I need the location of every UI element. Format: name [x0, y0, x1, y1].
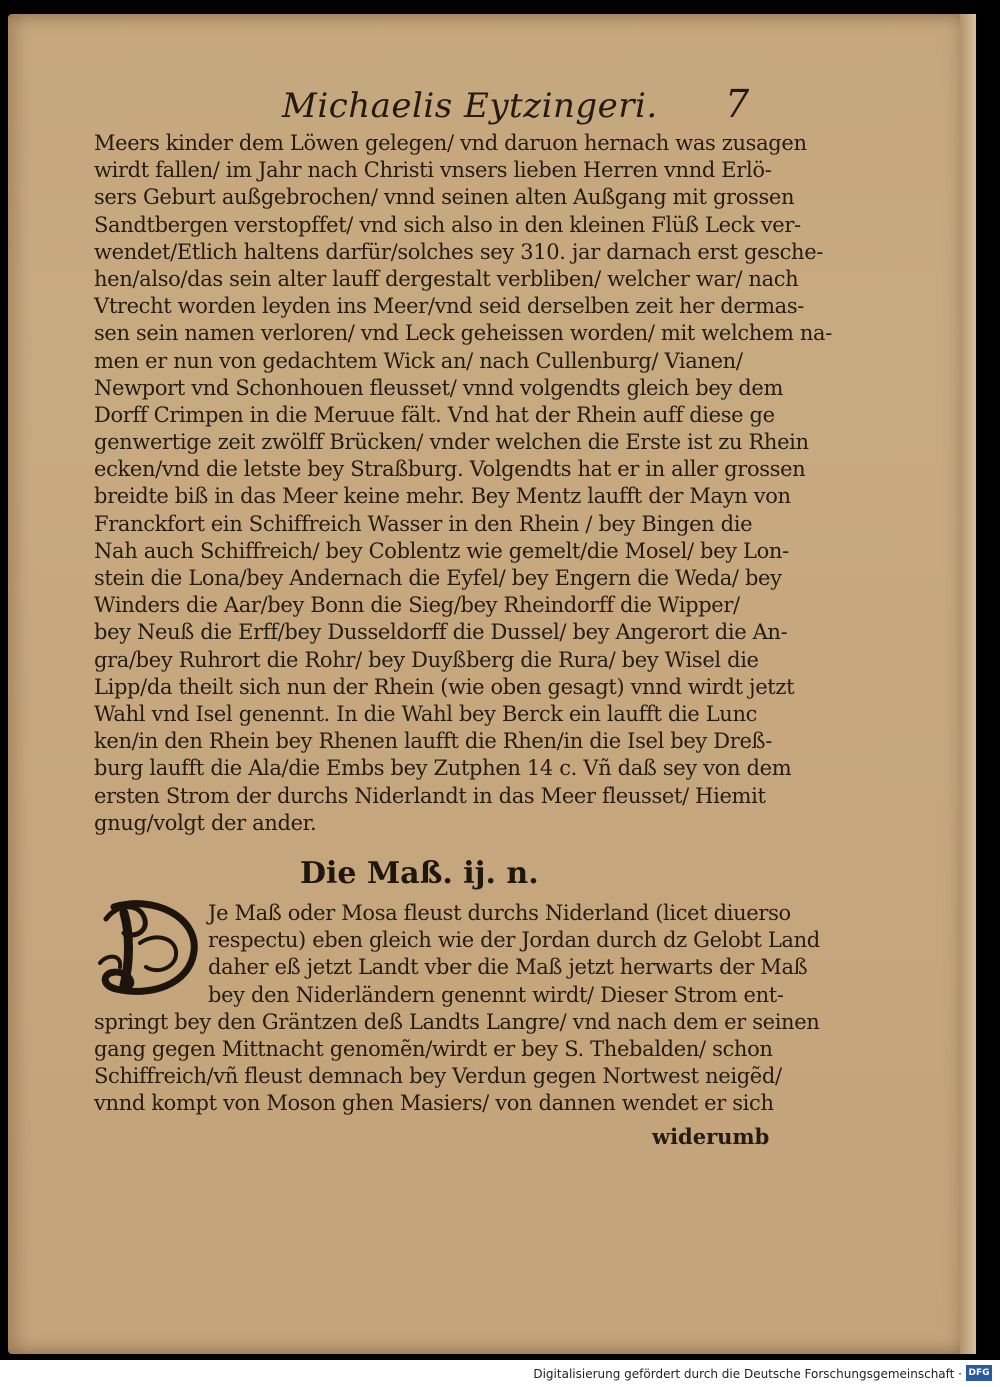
text-line: gang gegen Mittnacht genomẽn/wirdt er bey S. Thebalden/ schon	[94, 1036, 773, 1061]
page-header	[280, 82, 780, 126]
text-line: Lipp/da theilt sich nun der Rhein (wie oben gesagt) vnnd wirdt jetzt	[94, 674, 795, 699]
text-line: bey Neuß die Erff/bey Dusseldorff die Dussel/ bey Angerort die An-	[94, 620, 788, 645]
text-line: Dorff Crimpen in die Meruue fält. Vnd hat der Rhein auff diese ge	[94, 402, 775, 427]
text-line: breidte biß in das Meer keine mehr. Bey Mentz laufft der Mayn von	[94, 484, 791, 509]
text-line: ken/in den Rhein bey Rhenen laufft die Rhen/in die Isel bey Dreß-	[94, 729, 772, 754]
text-line: Nah auch Schiffreich/ bey Coblentz wie gemelt/die Mosel/ bey Lon-	[94, 538, 789, 563]
text-line: ecken/vnd die letste bey Straßburg. Volgendts hat er in aller grossen	[94, 457, 806, 482]
text-line: Franckfort ein Schiffreich Wasser in den Rhein / bey Bingen die	[94, 511, 753, 536]
text-line: men er nun von gedachtem Wick an/ nach Cullenburg/ Vianen/	[94, 348, 743, 373]
funding-credit: Digitalisierung gefördert durch die Deutsche Forschungsgemeinschaft ·	[533, 1367, 962, 1381]
running-title: Michaelis Eytzingeri.	[282, 86, 658, 126]
text-line: bey den Niderländern genennt wirdt/ Dieser Strom ent-	[208, 982, 784, 1007]
text-line: Newport vnd Schonhouen fleusset/ vnnd volgendts gleich bey dem	[94, 375, 784, 400]
text-line: Meers kinder dem Löwen gelegen/ vnd daruon hernach was zusagen	[94, 131, 807, 155]
text-line: Je Maß oder Mosa fleust durchs Niderland (licet diuerso	[208, 901, 791, 925]
text-line: Wahl vnd Isel genennt. In die Wahl bey Berck ein laufft die Lunc	[94, 701, 758, 726]
text-line: wendet/Etlich haltens darfür/solches sey 310. jar darnach erst gesche-	[94, 239, 824, 264]
text-line: gnug/volgt der ander.	[94, 810, 317, 835]
page-edge	[960, 14, 976, 1354]
catchword: widerumb	[652, 1124, 770, 1149]
text-line: respectu) eben gleich wie der Jordan durch dz Gelobt Land	[208, 928, 820, 953]
text-line: hen/also/das sein alter lauff dergestalt verbliben/ welcher war/ nach	[94, 266, 799, 291]
text-line: ersten Strom der durchs Niderlandt in das Meer fleusset/ Hiemit	[94, 783, 766, 808]
text-line: wirdt fallen/ im Jahr nach Christi vnsers lieben Herren vnnd Erlö-	[94, 158, 772, 183]
text-line: daher eß jetzt Landt vber die Maß jetzt herwarts der Maß	[208, 955, 808, 980]
text-line: gra/bey Ruhrort die Rohr/ bey Duyßberg die Rura/ bey Wisel die	[94, 647, 759, 672]
text-line: Winders die Aar/bey Bonn die Sieg/bey Rheindorff die Wipper/	[94, 593, 740, 618]
text-line: Schiffreich/vñ fleust demnach bey Verdun gegen Nortwest neigẽd/	[94, 1064, 782, 1089]
text-line: vnnd kompt von Moson ghen Masiers/ von dannen wendet er sich	[94, 1091, 774, 1116]
text-line: stein die Lona/bey Andernach die Eyfel/ bey Engern die Weda/ bey	[94, 566, 782, 590]
text-line: sers Geburt außgebrochen/ vnnd seinen alten Außgang mit grossen	[94, 185, 795, 210]
text-line: Vtrecht worden leyden ins Meer/vnd seid derselben zeit her dermas-	[94, 294, 804, 319]
section-heading: Die Maß. ij. n.	[300, 856, 539, 891]
paragraph-2	[94, 900, 820, 1118]
text-line: sen sein namen verloren/ vnd Leck geheissen worden/ mit welchem na-	[94, 321, 832, 346]
text-line: springt bey den Gräntzen deß Landts Langre/ vnd nach dem er seinen	[94, 1009, 820, 1034]
text-line: genwertige zeit zwölff Brücken/ vnder welchen die Erste ist zu Rhein	[94, 430, 809, 455]
text-line: burg laufft die Ala/die Embs bey Zutphen 14 c. Vñ daß sey von dem	[94, 756, 792, 781]
page-number: 7	[725, 82, 750, 126]
paragraph-1	[94, 130, 832, 837]
text-line: Sandtbergen verstopffet/ vnd sich also in den kleinen Flüß Leck ver-	[94, 212, 801, 237]
dfg-logo-icon: DFG	[966, 1365, 992, 1381]
